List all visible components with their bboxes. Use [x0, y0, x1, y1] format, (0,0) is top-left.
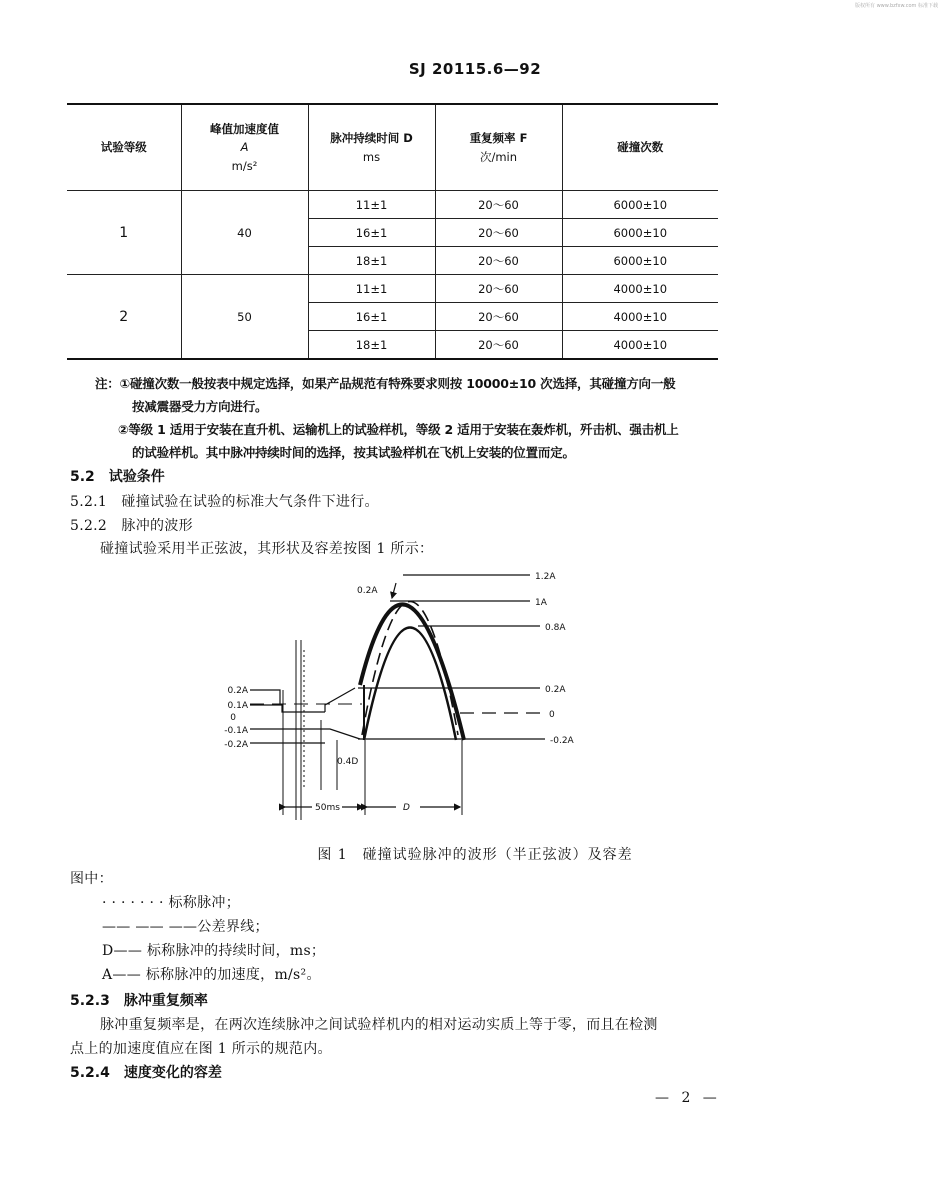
header-freq-l1: 重复频率 F [469, 131, 528, 146]
count-cell: 4000±10 [562, 331, 718, 360]
duration-cell: 18±1 [308, 331, 435, 360]
timing-guides [283, 640, 462, 820]
note-2-line-1: ②等级 1 适用于安装在直升机、运输机上的试验样机，等级 2 适用于安装在轰炸机，歼击机、强击机上 [118, 422, 679, 437]
pre-pulse-tolerance-band [250, 688, 360, 743]
label-d: D [403, 803, 410, 813]
count-cell: 4000±10 [562, 275, 718, 303]
label-50ms: 50ms [315, 803, 340, 813]
label-1a: 1A [535, 598, 547, 608]
freq-cell: 20～60 [435, 191, 562, 219]
figure-caption: 图 1 碰撞试验脉冲的波形（半正弦波）及容差 [317, 847, 633, 863]
label-0-2a-left: 0.2A [227, 686, 248, 696]
freq-cell: 20～60 [435, 247, 562, 275]
freq-cell: 20～60 [435, 303, 562, 331]
note-1-line-2: 按减震器受力方向进行。 [132, 399, 268, 414]
duration-cell: 16±1 [308, 303, 435, 331]
count-cell: 4000±10 [562, 303, 718, 331]
header-count: 碰撞次数 [562, 104, 718, 191]
count-cell: 6000±10 [562, 219, 718, 247]
freq-cell: 20～60 [435, 219, 562, 247]
label-rise-0-2a: 0.2A [357, 586, 378, 596]
legend-dashes: —— —— ——公差界线； [102, 919, 269, 935]
freq-cell: 20～60 [435, 275, 562, 303]
label-minus-0-2a-left: -0.2A [224, 740, 248, 750]
count-cell: 6000±10 [562, 191, 718, 219]
document-number: SJ 20115.6—92 [408, 60, 542, 78]
duration-cell: 16±1 [308, 219, 435, 247]
duration-cell: 18±1 [308, 247, 435, 275]
header-freq-l2: 次/min [479, 149, 518, 164]
label-0-1a-left: 0.1A [227, 701, 248, 711]
section-5-2-3: 5.2.3 脉冲重复频率 [70, 993, 208, 1009]
freq-cell: 20～60 [435, 331, 562, 360]
peak-cell: 40 [181, 191, 308, 275]
header-dur-l1: 脉冲持续时间 D [330, 131, 413, 146]
section-5-2-4: 5.2.4 速度变化的容差 [70, 1065, 222, 1081]
nominal-pulse-curve [362, 602, 458, 736]
section-5-2: 5.2 试验条件 [70, 469, 165, 485]
label-0-4d: 0.4D [337, 757, 359, 767]
legend-d-definition: D—— 标称脉冲的持续时间，ms； [102, 943, 326, 959]
label-minus-0-2a-right: -0.2A [550, 736, 574, 746]
legend-dots: · · · · · · · 标称脉冲； [102, 895, 241, 911]
legend-title: 图中： [70, 871, 113, 887]
label-zero-right: 0 [549, 710, 555, 720]
watermark: 版权所有 www.bzfxw.com 标准下载 [855, 3, 938, 9]
label-0-2a-right: 0.2A [545, 685, 566, 695]
level-lines [250, 575, 545, 739]
level-cell: 1 [67, 191, 181, 275]
note-1-line-1: 注：①碰撞次数一般按表中规定选择，如果产品规范有特殊要求则按 10000±10 次选择，其碰撞方向一般 [95, 376, 676, 391]
label-zero-left: 0 [230, 713, 236, 723]
label-1-2a: 1.2A [535, 572, 556, 582]
label-minus-0-1a-left: -0.1A [224, 726, 248, 736]
section-5-2-1: 5.2.1 碰撞试验在试验的标准大气条件下进行。 [70, 494, 379, 510]
header-level: 试验等级 [67, 104, 181, 191]
section-5-2-3-body-2: 点上的加速度值应在图 1 所示的规范内。 [70, 1041, 332, 1057]
header-dur-l2: ms [362, 149, 381, 164]
level-cell: 2 [67, 275, 181, 360]
count-cell: 6000±10 [562, 247, 718, 275]
page-number: — 2 — [655, 1090, 721, 1106]
dimension-arrows [285, 583, 460, 807]
section-5-2-3-body-1: 脉冲重复频率是，在两次连续脉冲之间试验样机内的相对运动实质上等于零，而且在检测 [100, 1017, 658, 1033]
header-peak-l1: 峰值加速度值 [210, 121, 279, 136]
header-peak-l2: A [240, 140, 249, 155]
duration-cell: 11±1 [308, 275, 435, 303]
section-5-2-2-body: 碰撞试验采用半正弦波，其形状及容差按图 1 所示： [100, 541, 434, 557]
note-2-line-2: 的试验样机。其中脉冲持续时间的选择，按其试验样机在飞机上安装的位置而定。 [132, 445, 575, 460]
legend-a-definition: A—— 标称脉冲的加速度，m/s²。 [102, 967, 321, 983]
duration-cell: 11±1 [308, 191, 435, 219]
header-peak-l3: m/s² [231, 158, 258, 173]
section-5-2-2: 5.2.2 脉冲的波形 [70, 518, 193, 534]
label-0-8a: 0.8A [545, 623, 566, 633]
lower-tolerance-curve [364, 628, 456, 741]
peak-cell: 50 [181, 275, 308, 360]
